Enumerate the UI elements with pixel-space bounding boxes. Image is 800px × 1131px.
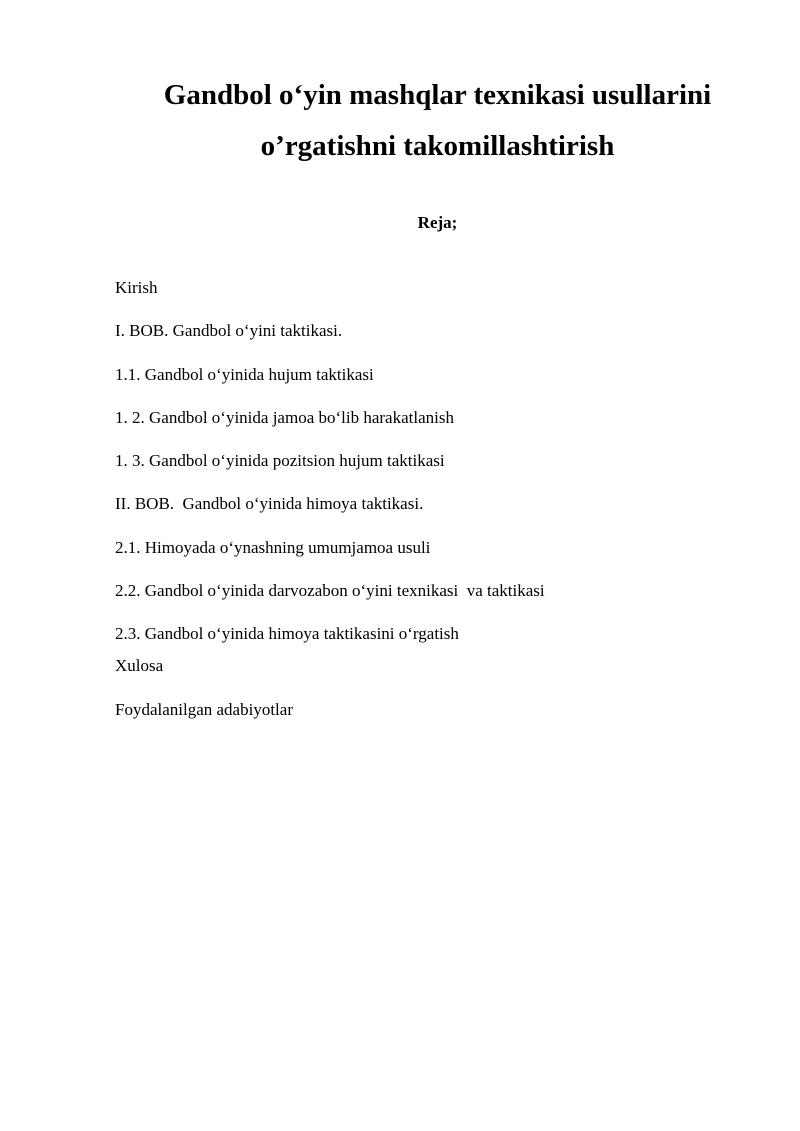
toc-item-section-1-1: 1.1. Gandbol o‘yinida hujum taktikasi [115,365,374,384]
toc-item-section-2-2: 2.2. Gandbol o‘yinida darvozabon o‘yini texnikasi va taktikasi [115,581,545,600]
toc-item-conclusion: Xulosa [115,656,164,675]
document-title-line-2: o’rgatishni takomillashtirish [260,130,615,162]
toc-item-chapter-1: I. BOB. Gandbol o‘yini taktikasi. [115,321,343,340]
toc-item-section-2-3: 2.3. Gandbol o‘yinida himoya taktikasini o‘rgatish [115,624,459,643]
toc-item-introduction: Kirish [115,278,158,297]
toc-item-section-1-2: 1. 2. Gandbol o‘yinida jamoa bo‘lib harakatlanish [115,408,454,427]
toc-item-section-2-1: 2.1. Himoyada o‘ynashning umumjamoa usuli [115,538,431,557]
toc-item-references: Foydalanilgan adabiyotlar [115,700,293,719]
plan-heading: Reja; [417,213,458,232]
toc-item-chapter-2: II. BOB. Gandbol o‘yinida himoya taktikasi. [115,494,424,513]
document-title-line-1: Gandbol o‘yin mashqlar texnikasi usullarini [163,79,712,111]
toc-item-section-1-3: 1. 3. Gandbol o‘yinida pozitsion hujum taktikasi [115,451,445,470]
